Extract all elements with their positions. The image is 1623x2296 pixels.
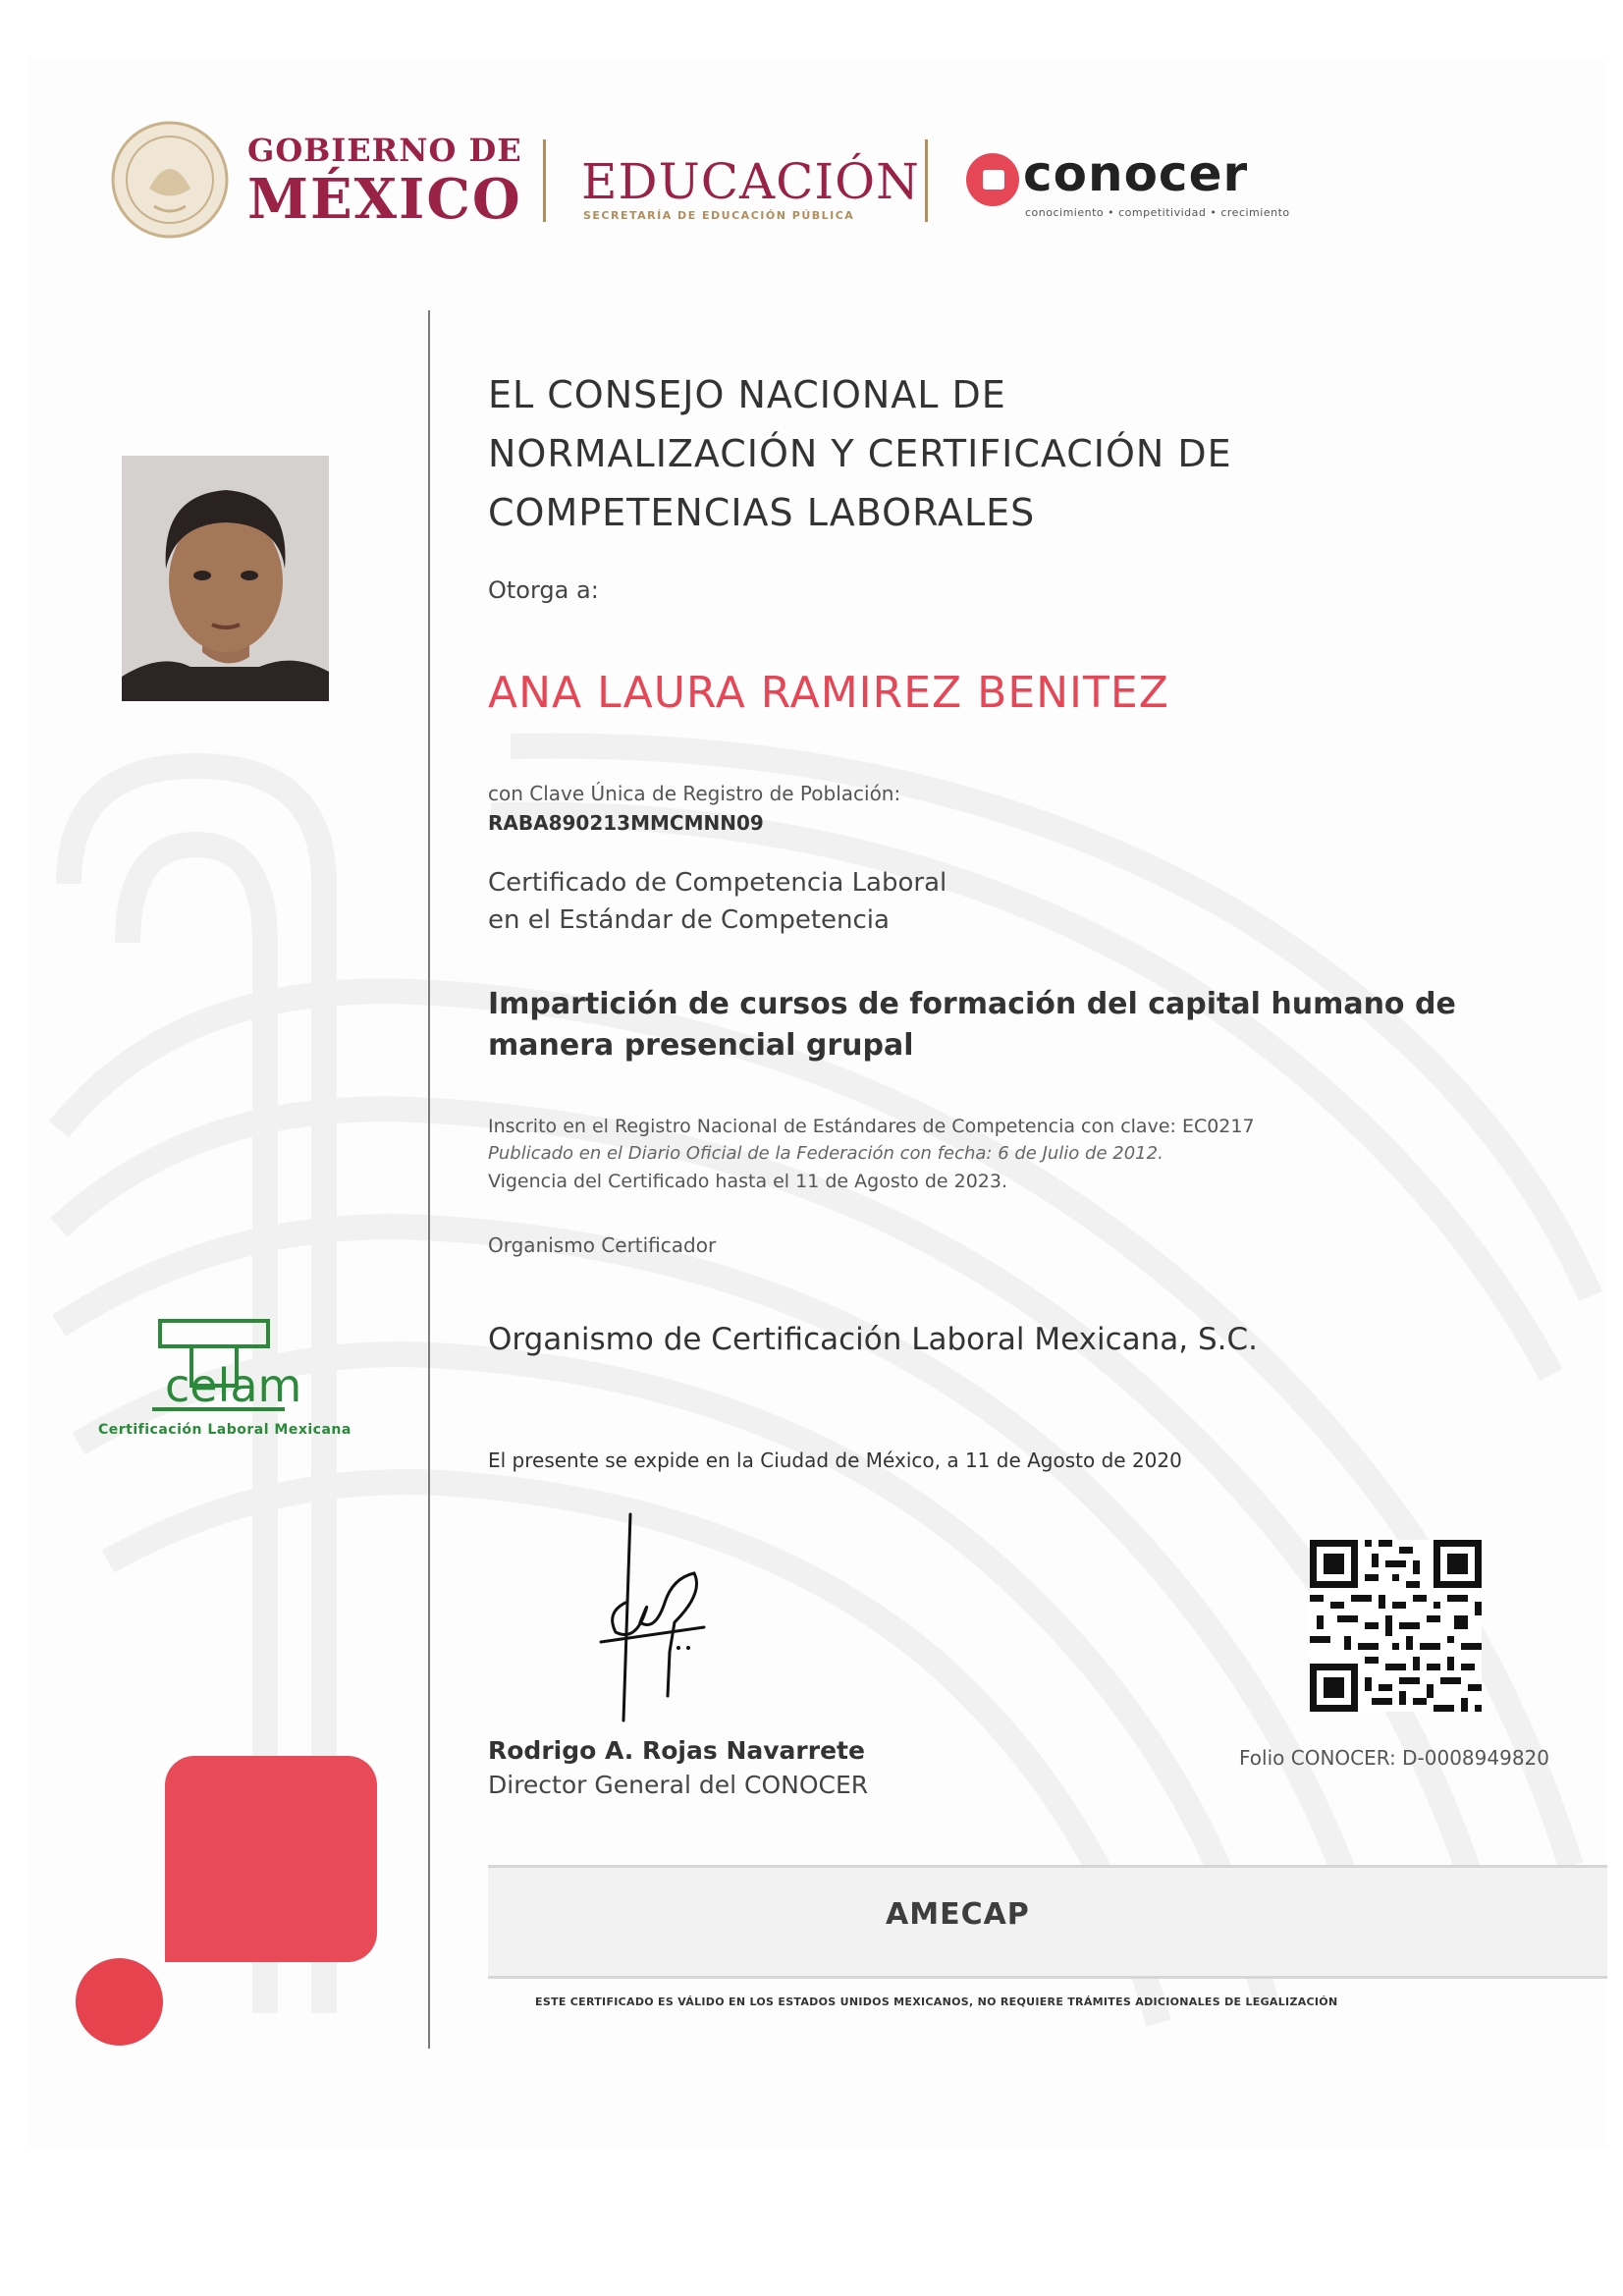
curp-label: con Clave Única de Registro de Población: [488, 782, 901, 805]
certifying-body-label: Organismo Certificador [488, 1233, 717, 1257]
curp-value: RABA890213MMCMNN09 [488, 811, 764, 835]
amecap-band [488, 1865, 1607, 1979]
qr-code-icon [1310, 1540, 1482, 1712]
header-separator [925, 139, 928, 222]
educacion-logo-text: EDUCACIÓN [581, 153, 920, 210]
gobierno-line2: MÉXICO [247, 167, 522, 232]
celam-logo-text: celam [165, 1359, 302, 1412]
header-logos [110, 116, 1337, 244]
signer-name: Rodrigo A. Rojas Navarrete [488, 1736, 865, 1765]
validity-line: Vigencia del Certificado hasta el 11 de Agosto de 2023. [488, 1171, 1008, 1192]
decorative-red-square [165, 1756, 377, 1962]
conocer-logo-icon [964, 151, 1021, 208]
issue-statement: El presente se expide en la Ciudad de México, a 11 de Agosto de 2020 [488, 1449, 1182, 1472]
vertical-divider [428, 310, 430, 2049]
national-seal-icon [110, 120, 230, 240]
gobierno-line1: GOBIERNO DE [247, 132, 522, 169]
competency-standard: Impartición de cursos de formación del capital humano de manera presencial grupal [488, 987, 1456, 1063]
publication-line: Publicado en el Diario Oficial de la Federación con fecha: 6 de Julio de 2012. [488, 1143, 1163, 1164]
signer-role: Director General del CONOCER [488, 1771, 869, 1799]
signature-image [596, 1504, 733, 1730]
conocer-tagline: conocimiento • competitividad • crecimiento [1025, 206, 1290, 219]
celam-logo-icon [88, 1311, 373, 1439]
conocer-logo-text: conocer [1023, 145, 1249, 202]
issuer-title: EL CONSEJO NACIONAL DE NORMALIZACIÓN Y CERTIFICACIÓN DE COMPETENCIAS LABORALES [488, 373, 1232, 534]
amecap-logo-text: AMECAP [886, 1897, 1030, 1932]
registry-line: Inscrito en el Registro Nacional de Estándares de Competencia con clave: EC0217 [488, 1116, 1255, 1137]
educacion-subtitle: SECRETARÍA DE EDUCACIÓN PÚBLICA [583, 209, 855, 222]
folio-number: Folio CONOCER: D-0008949820 [1239, 1746, 1549, 1770]
decorative-red-circle [76, 1958, 163, 2046]
holder-name: ANA LAURA RAMIREZ BENITEZ [488, 668, 1169, 718]
grants-label: Otorga a: [488, 576, 599, 604]
header-separator [543, 139, 546, 222]
certificate-type: Certificado de Competencia Laboral en el Estándar de Competencia [488, 868, 947, 935]
certifying-body-name: Organismo de Certificación Laboral Mexicana, S.C. [488, 1322, 1259, 1357]
validity-footer: ESTE CERTIFICADO ES VÁLIDO EN LOS ESTADOS UNIDOS MEXICANOS, NO REQUIERE TRÁMITES ADICIONALES DE LEGALIZACIÓN [535, 1995, 1338, 2008]
holder-photo [122, 456, 329, 701]
celam-caption: Certificación Laboral Mexicana [98, 1422, 352, 1438]
